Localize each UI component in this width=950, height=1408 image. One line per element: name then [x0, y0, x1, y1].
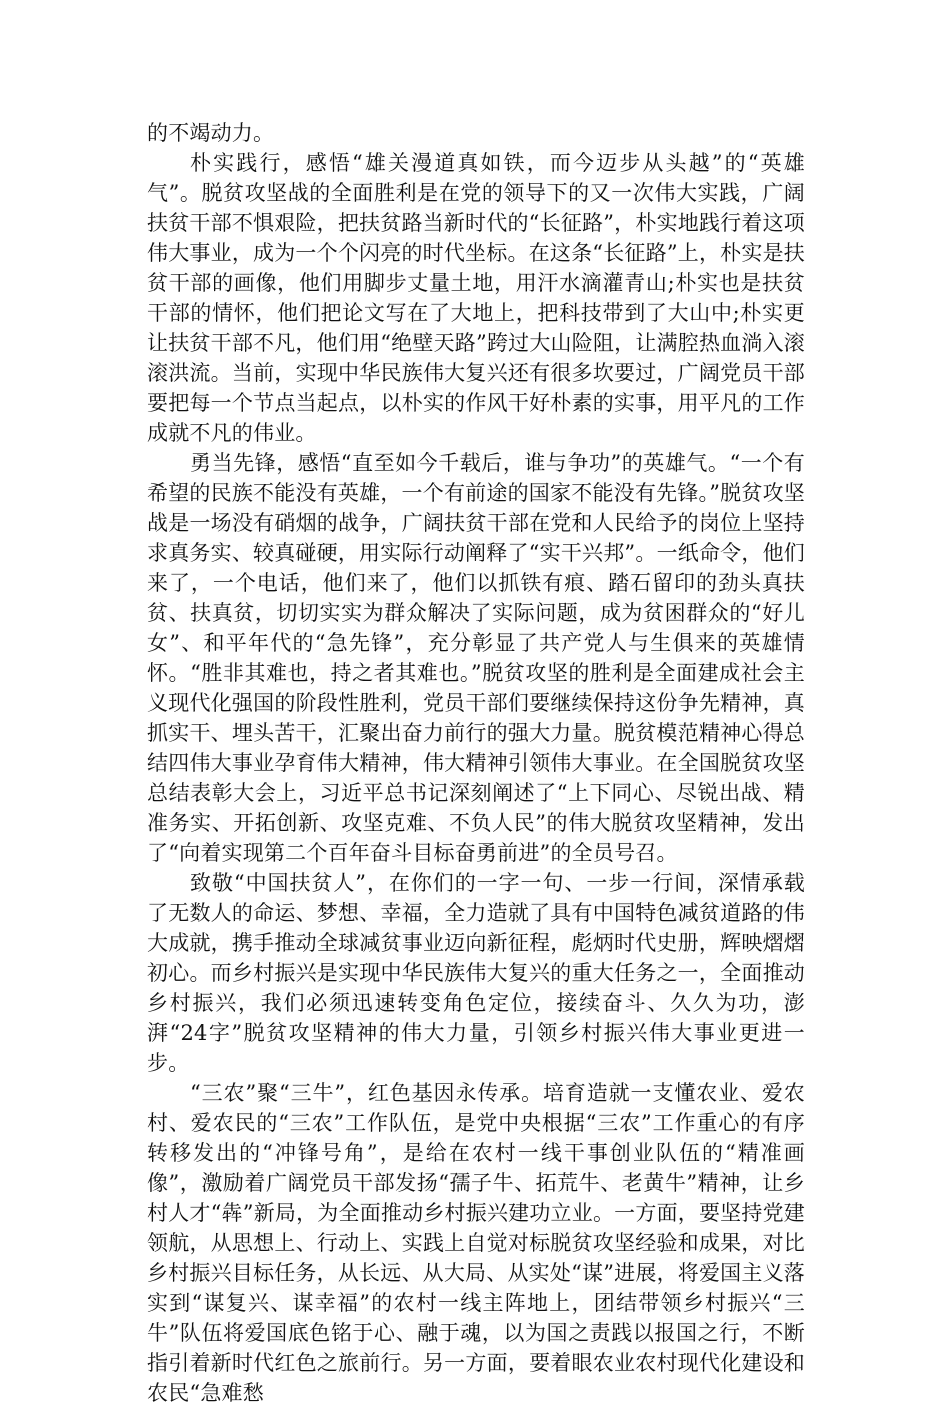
- paragraph-three-rural-three-ox: “三农”聚“三牛”，红色基因永传承。培育造就一支懂农业、爱农村、爱农民的“三农”工作队伍，是党中央根据“三农”工作重心的有序转移发出的“冲锋号角”，是给在农村一线干事创业队伍的“精准画像”，激励着广阔党员干部发扬“孺子牛、拓荒牛、老黄牛”精神，让乡村人才“犇”新局，为全面推动乡村振兴建功立业。一方面，要坚持党建领航，从思想上、行动上、实践上自觉对标脱贫攻坚经验和成果，对比乡村振兴目标任务，从长远、从大局、从实处“谋”进展，将爱国主义落实到“谋复兴、谋幸福”的农村一线主阵地上，团结带领乡村振兴“三牛”队伍将爱国底色铭于心、融于魂，以为国之责践以报国之行，不断指引着新时代红色之旅前行。另一方面，要着眼农业农村现代化建设和农民“急难愁: [147, 1081, 805, 1405]
- body-text: [147, 118, 805, 1408]
- paragraph-vanguard: 勇当先锋，感悟“直至如今千载后，谁与争功”的英雄气。“一个有希望的民族不能没有英雄，一个有前途的国家不能没有先锋。”脱贫攻坚战是一场没有硝烟的战争，广阔扶贫干部在党和人民给予的岗位上坚持求真务实、较真碰硬，用实际行动阐释了“实干兴邦”。一纸命令，他们来了，一个电话，他们来了，他们以抓铁有痕、踏石留印的劲头真扶贫、扶真贫，切切实实为群众解决了实际问题，成为贫困群众的“好儿女”、和平年代的“急先锋”，充分彰显了共产党人与生俱来的英雄情怀。“胜非其难也，持之者其难也。”脱贫攻坚的胜利是全面建成社会主义现代化强国的阶段性胜利，党员干部们要继续保持这份争先精神，真抓实干、埋头苦干，汇聚出奋力前行的强大力量。脱贫模范精神心得总结四伟大事业孕育伟大精神，伟大精神引领伟大事业。在全国脱贫攻坚总结表彰大会上，习近平总书记深刻阐述了“上下同心、尽锐出战、精准务实、开拓创新、攻坚克难、不负人民”的伟大脱贫攻坚精神，发出了“向着实现第二个百年奋斗目标奋勇前进”的全员号召。: [147, 451, 805, 865]
- paragraph-simple-practice: 朴实践行，感悟“雄关漫道真如铁，而今迈步从头越”的“英雄气”。脱贫攻坚战的全面胜利是在党的领导下的又一次伟大实践，广阔扶贫干部不惧艰险，把扶贫路当新时代的“长征路”，朴实地践行着这项伟大事业，成为一个个闪亮的时代坐标。在这条“长征路”上，朴实是扶贫干部的画像，他们用脚步丈量土地，用汗水滴灌青山;朴实也是扶贫干部的情怀，他们把论文写在了大地上，把科技带到了大山中;朴实更让扶贫干部不凡，他们用“绝壁天路”跨过大山险阻，让满腔热血淌入滚滚洪流。当前，实现中华民族伟大复兴还有很多坎要过，广阔党员干部要把每一个节点当起点，以朴实的作风干好朴素的实事，用平凡的工作成就不凡的伟业。: [147, 151, 805, 445]
- paragraph-salute-poverty-workers: 致敬“中国扶贫人”，在你们的一字一句、一步一行间，深情承载了无数人的命运、梦想、幸福，全力造就了具有中国特色减贫道路的伟大成就，携手推动全球减贫事业迈向新征程，彪炳时代史册，辉映熠熠初心。而乡村振兴是实现中华民族伟大复兴的重大任务之一，全面推动乡村振兴，我们必须迅速转变角色定位，接续奋斗、久久为功，澎湃“24字”脱贫攻坚精神的伟大力量，引领乡村振兴伟大事业更进一步。: [147, 871, 805, 1075]
- paragraph-continuation: 的不竭动力。: [147, 121, 275, 145]
